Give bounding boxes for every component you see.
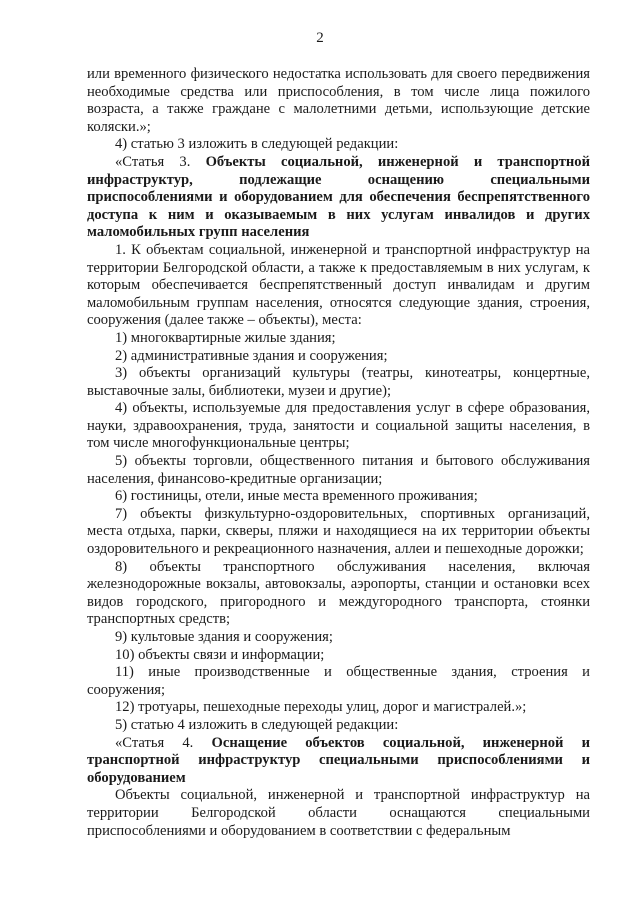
article-4-title: Оснащение объектов социальной, инженерной и транспортной инфраструктур специальными приспособлениями и оборудованием: [87, 734, 591, 786]
list-item-11: 11) иные производственные и общественные здания, строения и сооружения;: [87, 664, 590, 698]
paragraph-amendment-5: 5) статью 4 изложить в следующей редакции:: [115, 716, 399, 733]
article-3-clause-1: 1. К объектам социальной, инженерной и транспортной инфраструктур на территории Белгородской области, а также к предоставляемым в них услугам, к которым обеспечивается беспрепятственный доступ инвалидам и другим маломобильным группам населения, относятся следующие здания, строения, сооружения (далее также – объекты), места:: [87, 241, 590, 329]
paragraph-continuation: или временного физического недостатка использовать для своего передвижения необходимые средства или приспособления, в том числе лица пожилого возраста, а также граждане с малолетними детьми, использующие детские коляски.»;: [87, 66, 590, 135]
article-3-title: Объекты социальной, инженерной и транспортной инфраструктур, подлежащие оснащению специальными приспособлениями и оборудованием для обеспечения беспрепятственного доступа к ним и оказываемым в них услугам инвалидов и других маломобильных групп населения: [87, 153, 590, 241]
document-body: [87, 66, 590, 840]
list-item-7: 7) объекты физкультурно-оздоровительных, спортивных организаций, места отдыха, парки, скверы, пляжи и находящиеся на их территории объекты оздоровительного и рекреационного назначения, аллеи и пешеходные дорожки;: [87, 505, 590, 558]
paragraph-amendment-4: 4) статью 3 изложить в следующей редакции:: [115, 136, 399, 153]
list-item-2: 2) административные здания и сооружения;: [115, 347, 388, 364]
list-item-1: 1) многоквартирные жилые здания;: [115, 329, 336, 346]
list-item-4: 4) объекты, используемые для предоставления услуг в сфере образования, науки, здравоохранения, труда, занятости и социальной защиты населения, в том числе многофункциональные центры;: [87, 400, 590, 452]
article-3-heading: [87, 154, 590, 242]
article-4-body: Объекты социальной, инженерной и транспортной инфраструктур на территории Белгородской области оснащаются специальными приспособлениями и оборудованием в соответствии с федеральным: [87, 787, 590, 839]
list-item-10: 10) объекты связи и информации;: [115, 646, 325, 663]
list-item-12: 12) тротуары, пешеходные переходы улиц, дорог и магистралей.»;: [115, 699, 527, 716]
list-item-8: 8) объекты транспортного обслуживания населения, включая железнодорожные вокзалы, автовокзалы, аэропорты, станции и остановки всех видов городского, пригородного и междугородного транспорта, стоянки транспортных средств;: [87, 558, 590, 628]
list-item-3: 3) объекты организаций культуры (театры, кинотеатры, концертные, выставочные залы, библиотеки, музеи и другие);: [87, 365, 590, 399]
article-4-prefix: «Статья 4.: [115, 734, 212, 751]
list-item-6: 6) гостиницы, отели, иные места временного проживания;: [115, 488, 478, 505]
page-number: 2: [316, 30, 324, 46]
list-item-5: 5) объекты торговли, общественного питания и бытового обслуживания населения, финансово-кредитные организации;: [87, 453, 590, 487]
article-4-heading: [87, 735, 590, 788]
article-3-prefix: «Статья 3.: [115, 153, 206, 170]
list-item-9: 9) культовые здания и сооружения;: [115, 629, 333, 645]
